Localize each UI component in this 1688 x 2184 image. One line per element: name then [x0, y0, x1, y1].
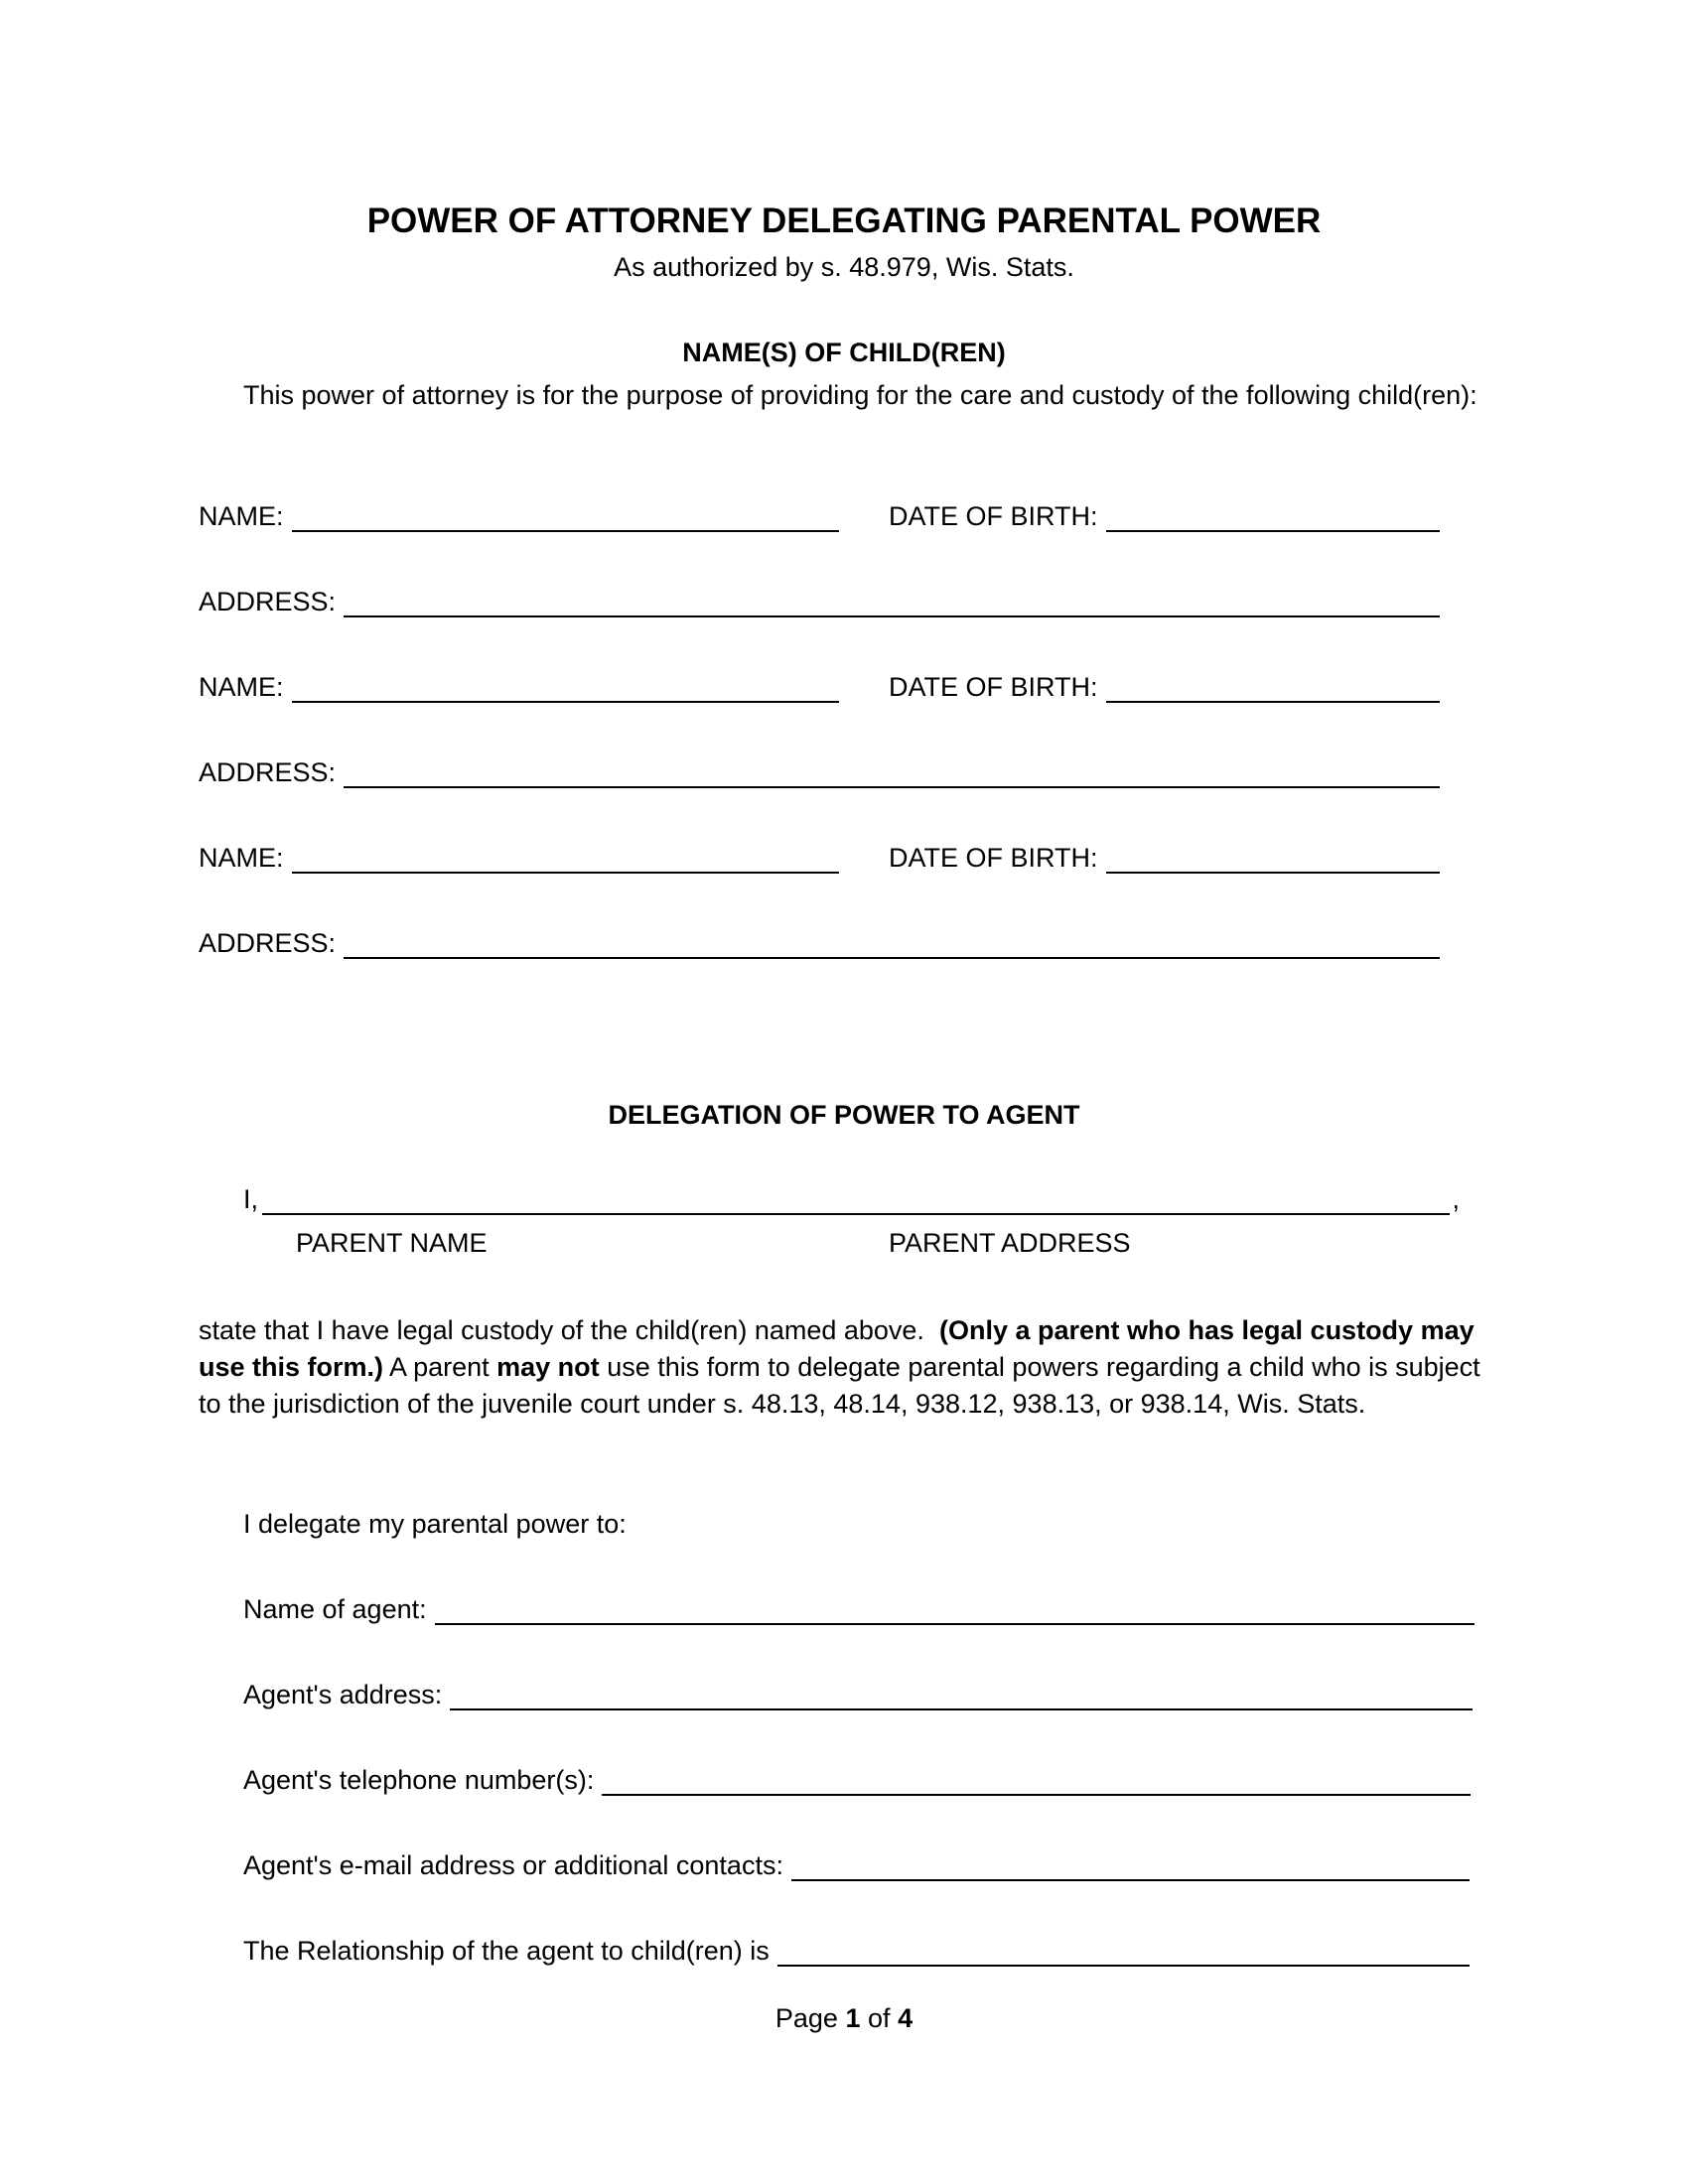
child-2-address-row	[199, 757, 1440, 788]
agent-email-row	[243, 1850, 1470, 1881]
agent-address-field[interactable]	[450, 1683, 1473, 1710]
agent-name-field[interactable]	[435, 1597, 1475, 1625]
child-dob-label: DATE OF BIRTH:	[889, 843, 1098, 873]
child-1-dob-field[interactable]	[1106, 504, 1440, 532]
agent-name-row	[243, 1594, 1475, 1625]
document-title: POWER OF ATTORNEY DELEGATING PARENTAL POWER	[366, 202, 1322, 240]
child-3-dob-row	[889, 843, 1440, 874]
child-name-label: NAME:	[199, 501, 284, 531]
parent-row	[243, 1184, 1460, 1215]
child-address-label: ADDRESS:	[199, 757, 337, 787]
document-subtitle: As authorized by s. 48.979, Wis. Stats.	[614, 252, 1074, 282]
custody-paragraph	[199, 1312, 1489, 1423]
delegate-text: I delegate my parental power to:	[243, 1509, 627, 1539]
children-heading: NAME(S) OF CHILD(REN)	[682, 338, 1006, 367]
child-dob-label: DATE OF BIRTH:	[889, 501, 1098, 531]
parent-name-address-field[interactable]	[262, 1187, 1450, 1215]
agent-email-label: Agent's e-mail address or additional contacts:	[243, 1850, 783, 1880]
child-1-dob-row	[889, 501, 1440, 532]
page-footer	[0, 2003, 1688, 2034]
of-word: of	[868, 2003, 891, 2033]
parent-row-comma: ,	[1452, 1184, 1460, 1214]
parent-address-label: PARENT ADDRESS	[889, 1228, 1131, 1258]
child-1-address-row	[199, 587, 1440, 617]
agent-phone-label: Agent's telephone number(s):	[243, 1765, 595, 1795]
custody-bold-note: (Only a parent who has legal custody may use this form.)	[199, 1315, 1475, 1382]
agent-phone-row	[243, 1765, 1471, 1796]
relationship-field[interactable]	[777, 1939, 1470, 1967]
child-1-address-field[interactable]	[344, 590, 1440, 617]
child-3-name-field[interactable]	[292, 846, 839, 874]
child-2-name-row	[199, 672, 839, 703]
child-2-address-field[interactable]	[344, 760, 1440, 788]
custody-text: use this form to delegate parental powers regarding a child who is subject to the jurisdiction of the juvenile court under s. 48.13, 48.14, 938.12, 938.13, or 938.14, Wis. Stats.	[199, 1352, 1480, 1419]
child-3-address-field[interactable]	[344, 931, 1440, 959]
child-1-name-field[interactable]	[292, 504, 839, 532]
child-3-name-row	[199, 843, 839, 874]
agent-address-row	[243, 1680, 1473, 1710]
delegation-heading: DELEGATION OF POWER TO AGENT	[608, 1100, 1080, 1130]
i-label: I,	[243, 1184, 259, 1214]
custody-text: state that I have legal custody of the child(ren) named above.	[199, 1315, 924, 1345]
page-total: 4	[898, 2003, 914, 2033]
child-address-label: ADDRESS:	[199, 928, 337, 958]
child-1-name-row	[199, 501, 839, 532]
child-2-name-field[interactable]	[292, 675, 839, 703]
agent-address-label: Agent's address:	[243, 1680, 443, 1709]
children-intro: This power of attorney is for the purpose of providing for the care and custody of the following child(ren):	[243, 380, 1477, 410]
parent-name-label: PARENT NAME	[296, 1228, 488, 1258]
child-2-dob-field[interactable]	[1106, 675, 1440, 703]
custody-text: A parent	[389, 1352, 490, 1382]
agent-email-field[interactable]	[791, 1853, 1470, 1881]
child-name-label: NAME:	[199, 672, 284, 702]
child-2-dob-row	[889, 672, 1440, 703]
child-name-label: NAME:	[199, 843, 284, 873]
child-3-address-row	[199, 928, 1440, 959]
agent-phone-field[interactable]	[602, 1768, 1471, 1796]
relationship-row	[243, 1936, 1470, 1967]
child-address-label: ADDRESS:	[199, 587, 337, 616]
agent-name-label: Name of agent:	[243, 1594, 427, 1624]
page-word: Page	[774, 2003, 838, 2033]
page-number: 1	[845, 2003, 861, 2033]
child-dob-label: DATE OF BIRTH:	[889, 672, 1098, 702]
may-not-bold: may not	[496, 1352, 600, 1382]
relationship-label: The Relationship of the agent to child(ren) is	[243, 1936, 770, 1966]
child-3-dob-field[interactable]	[1106, 846, 1440, 874]
